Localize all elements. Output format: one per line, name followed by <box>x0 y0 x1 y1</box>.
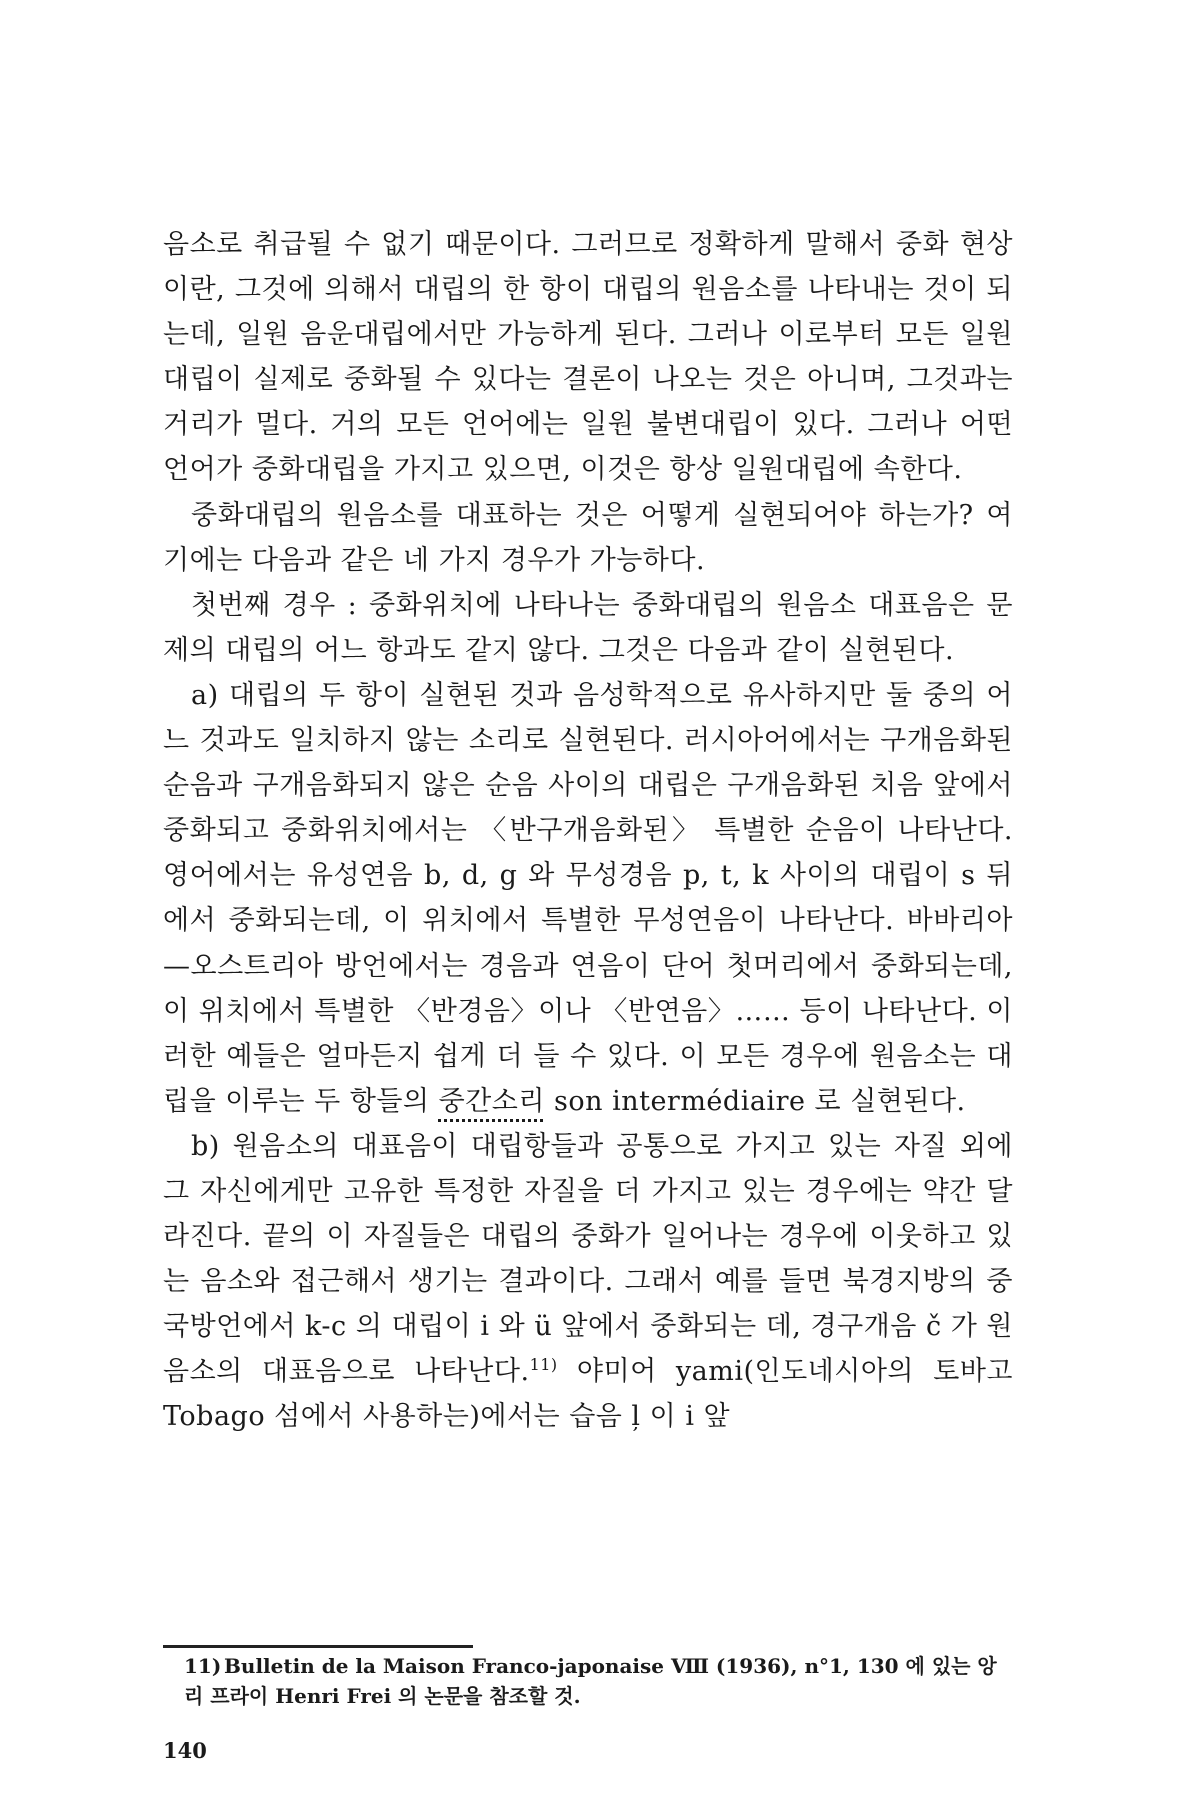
body-text <box>163 222 1013 1440</box>
paragraph-5 <box>163 1124 1013 1440</box>
paragraph-1: 음소로 취급될 수 없기 때문이다. 그러므로 정확하게 말해서 중화 현상이란, 그것에 의해서 대립의 한 항이 대립의 원음소를 나타내는 것이 되는데, 일원 음운대립에서만 가능하게 된다. 그러나 이로부터 모든 일원대립이 실제로 중화될 수 있다는 결론이 나오는 것은 아니며, 그것과는 거리가 멀다. 거의 모든 언어에는 일원 불변대립이 있다. 그러나 어떤 언어가 중화대립을 가지고 있으면, 이것은 항상 일원대립에 속한다. <box>163 229 1013 486</box>
paragraph-3: 첫번째 경우 : 중화위치에 나타나는 중화대립의 원음소 대표음은 문제의 대립의 어느 항과도 같지 않다. 그것은 다음과 같이 실현된다. <box>163 589 1013 666</box>
paragraph-4-text-a: a) 대립의 두 항이 실현된 것과 음성학적으로 유사하지만 둘 중의 어느 것과도 일치하지 않는 소리로 실현된다. 러시아어에서는 구개음화된 순음과 구개음화되지 않은 순음 사이의 대립은 구개음화된 치음 앞에서 중화되고 중화위치에서는 〈반구개음화된〉 특별한 순음이 나타난다. 영어에서는 유성연음 b, d, g 와 무성경음 p, t, k 사이의 대립이 s 뒤에서 중화되는데, 이 위치에서 특별한 무성연음이 나타난다. 바바리아—오스트리아 방언에서는 경음과 연음이 단어 첫머리에서 중화되는데, 이 위치에서 특별한 〈반경음〉이나 〈반연음〉…… 등이 나타난다. 이러한 예들은 얼마든지 쉽게 더 들 수 있다. 이 모든 경우에 원음소는 대립을 이루는 두 항들의 <box>163 679 1013 1117</box>
paragraph-5-text-b: 야미어 yami(인도네시아의 토바고 Tobago 섬에서 사용하는)에서는 습음 l̦ 이 i 앞 <box>163 1356 1014 1433</box>
paragraph-5-text-a: b) 원음소의 대표음이 대립항들과 공통으로 가지고 있는 자질 외에 그 자신에게만 고유한 특정한 자질을 더 가지고 있는 경우에는 약간 달라진다. 끝의 이 자질들은 대립의 중화가 일어나는 경우에 이웃하고 있는 음소와 접근해서 생기는 결과이다. 그래서 예를 들면 북경지방의 중국방언에서 k-c 의 대립이 i 와 ü 앞에서 중화되는 데, 경구개음 č 가 원음소의 대표음으로 나타난다. <box>163 1130 1013 1388</box>
footnote-divider <box>163 1645 473 1648</box>
emphasis-intermediate-sound: 중간소리 <box>438 1085 545 1117</box>
footnote-text: Bulletin de la Maison Franco-japonaise Ⅷ (1936), n°1, 130 에 있는 앙리 프라이 Henri Frei 의 논문을 참조할 것. <box>184 1654 997 1708</box>
footnote-number: 11) <box>184 1654 222 1678</box>
footnote-reference: 11) <box>529 1355 558 1375</box>
paragraph-2: 중화대립의 원음소를 대표하는 것은 어떻게 실현되어야 하는가? 여기에는 다음과 같은 네 가지 경우가 가능하다. <box>163 499 1013 576</box>
paragraph-4 <box>163 673 1013 1124</box>
paragraph-4-text-b: son intermédiaire 로 실현된다. <box>544 1085 966 1117</box>
page-number: 140 <box>163 1738 207 1763</box>
footnote <box>184 1651 1010 1711</box>
